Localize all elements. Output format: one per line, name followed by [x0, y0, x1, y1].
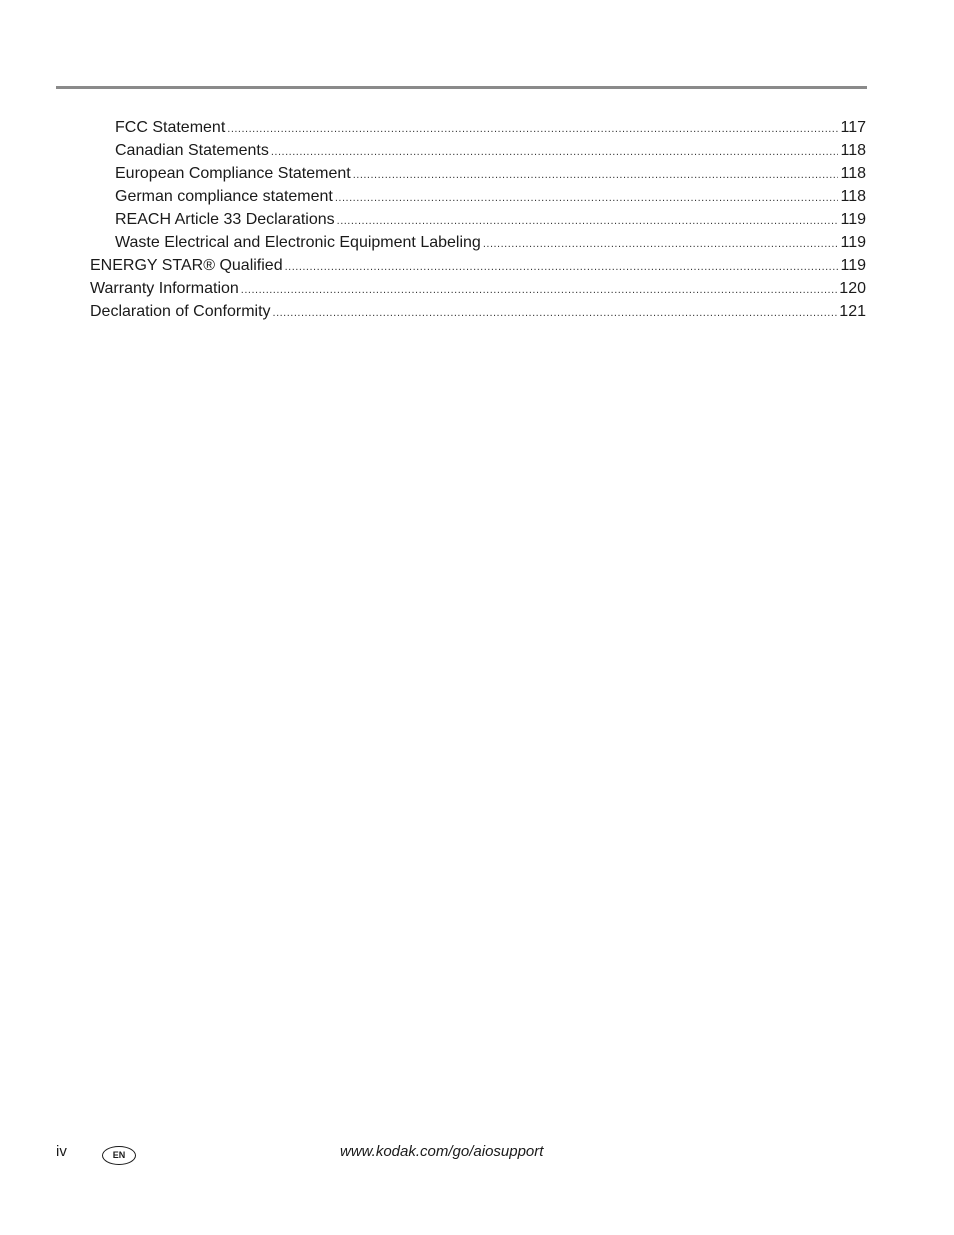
dot-leader	[271, 141, 839, 164]
toc-entry-title: ENERGY STAR® Qualified	[90, 257, 283, 274]
toc-entry-reach-article-33[interactable]	[90, 208, 866, 231]
toc-entry-energy-star[interactable]	[90, 254, 866, 277]
toc-entry-page: 120	[839, 280, 866, 297]
header-rule	[56, 86, 867, 89]
toc-entry-fcc-statement[interactable]	[90, 116, 866, 139]
toc-entry-german-compliance[interactable]	[90, 185, 866, 208]
language-badge: EN	[102, 1146, 136, 1165]
toc-entry-page: 117	[840, 119, 866, 136]
footer-support-url[interactable]: www.kodak.com/go/aiosupport	[340, 1143, 544, 1160]
dot-leader	[241, 279, 838, 302]
toc-entry-page: 118	[840, 142, 866, 159]
toc-entry-canadian-statements[interactable]	[90, 139, 866, 162]
table-of-contents	[90, 116, 866, 323]
toc-entry-title: FCC Statement	[115, 119, 226, 136]
dot-leader	[335, 187, 839, 210]
toc-entry-page: 119	[840, 257, 866, 274]
toc-entry-page: 119	[840, 234, 866, 251]
toc-entry-title: European Compliance Statement	[115, 165, 351, 182]
toc-entry-title: REACH Article 33 Declarations	[115, 211, 335, 228]
toc-entry-title: Waste Electrical and Electronic Equipment Labeling	[115, 234, 481, 251]
toc-entry-european-compliance[interactable]	[90, 162, 866, 185]
dot-leader	[227, 118, 838, 141]
toc-entry-title: Canadian Statements	[115, 142, 269, 159]
toc-entry-page: 121	[839, 303, 866, 320]
toc-entry-title: Warranty Information	[90, 280, 239, 297]
footer-page-number: iv	[56, 1143, 67, 1160]
toc-entry-declaration-of-conformity[interactable]	[90, 300, 866, 323]
toc-entry-title: Declaration of Conformity	[90, 303, 271, 320]
dot-leader	[273, 302, 838, 325]
dot-leader	[483, 233, 839, 256]
toc-entry-page: 118	[840, 188, 866, 205]
dot-leader	[353, 164, 839, 187]
toc-entry-warranty-information[interactable]	[90, 277, 866, 300]
dot-leader	[337, 210, 839, 233]
toc-entry-page: 118	[840, 165, 866, 182]
toc-entry-page: 119	[840, 211, 866, 228]
toc-entry-weee-labeling[interactable]	[90, 231, 866, 254]
dot-leader	[285, 256, 839, 279]
toc-entry-title: German compliance statement	[115, 188, 333, 205]
